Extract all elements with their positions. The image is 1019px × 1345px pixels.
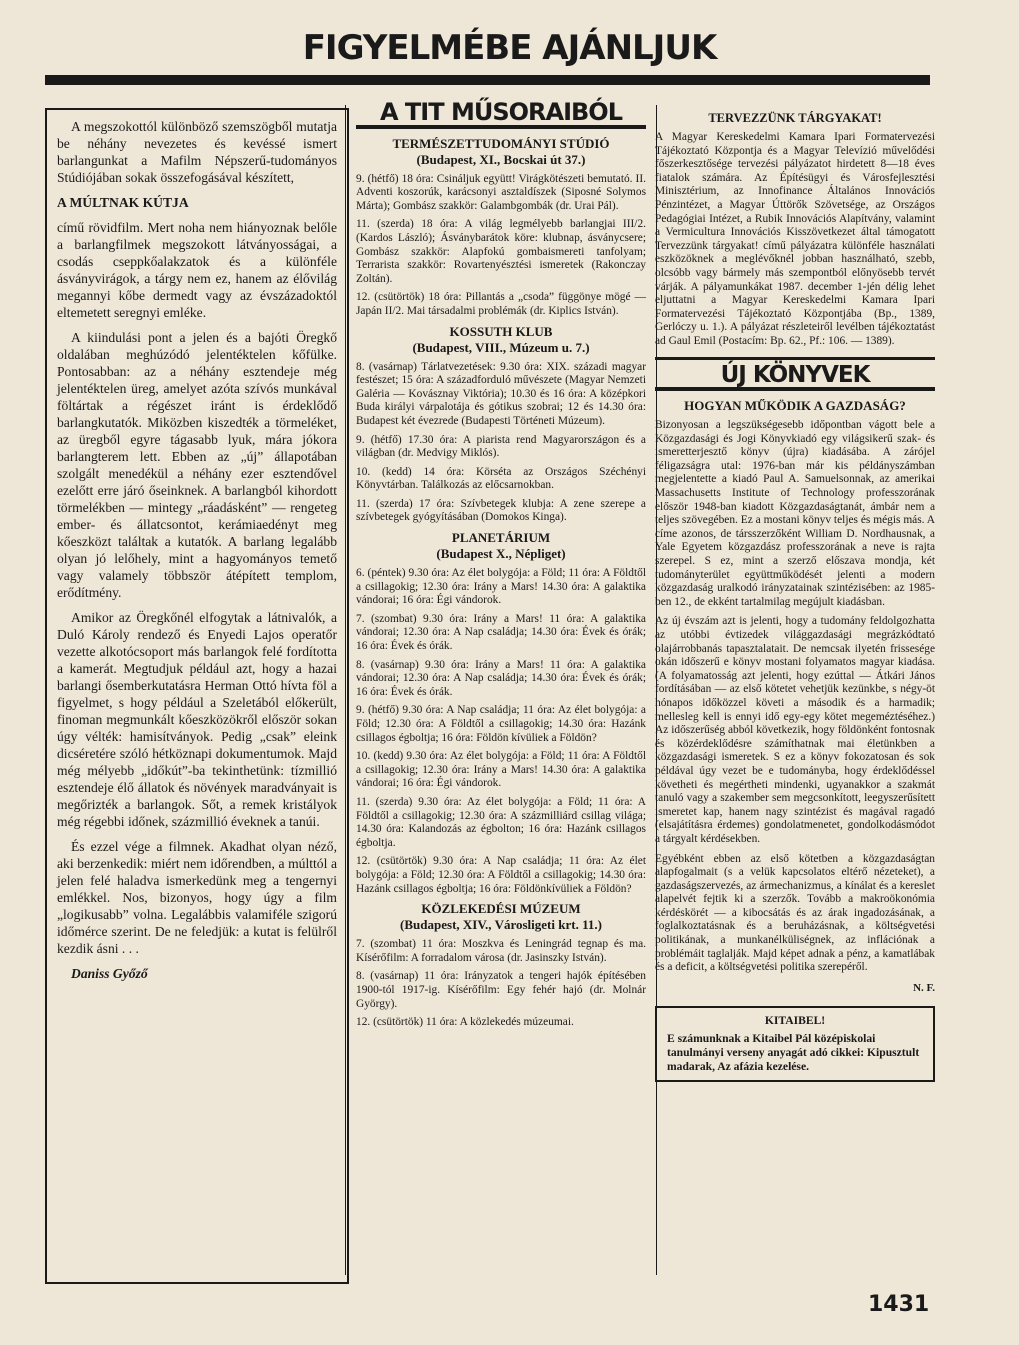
masthead-rule [45,75,930,85]
program-item: 9. (hétfő) 17.30 óra: A piarista rend Magyarországon és a világban (dr. Medvigy Miklós). [356,433,646,460]
venue-address: (Budapest, XIV., Városligeti krt. 11.) [400,917,602,933]
new-books-header: ÚJ KÖNYVEK [655,368,935,392]
venue-title: KÖZLEKEDÉSI MÚZEUM [421,901,581,917]
program-item: 8. (vasárnap) 9.30 óra: Irány a Mars! 11 óra: A galaktika vándorai; 12.30 óra: A Nap családja; 14.30 óra: Évek és órák; 16 óra: Évek és órák. [356,658,646,698]
program-item: 9. (hétfő) 18 óra: Csináljuk együtt! Virágkötészeti bemutató. II. Adventi koszorúk, karácsonyi asztaldíszek (Siposné Solymos Márta); Gombász szakkör: Galambgombák (dr. Urai Pál). [356,172,646,212]
venue-title: PLANETÁRIUM [451,530,551,546]
review-paragraph: Amikor az Öregkőnél elfogytak a látnivalók, a Duló Károly rendező és Enyedi Lajos operatőr vezette alkotócsoport más barlangok felé fordította a kamerát. Megtudjuk például azt, hogy a hazai barlangi ősemberkutatásra Herman Ottó hívta föl a figyelmet, s hogy például a Szeletából előkerült, finoman megmunkált kőeszközökről először sokan úgy vélték: hamisítványok. Pedig „csak” eleink dicséretére szóló hétköznapi dokumentumok. Majd még mélyebb „időkút”-ba tekinthetünk: tízmillió esztendeje élő állatok és növények maradványait is megőrizték a barlangok. Sőt, a remek kristályok még régebbi időnek, százmillió éveknek a tanúi. [57,610,337,829]
divider [655,357,935,360]
page-number: 1431 [868,1292,930,1317]
tit-programs-column [345,98,657,1275]
book-signature: N. F. [913,981,935,994]
venue-title: KOSSUTH KLUB [449,323,553,339]
program-item: 12. (csütörtök) 18 óra: Pillantás a „csoda” függönye mögé — Japán II/2. Mai társadalmi problémák (dr. Kiplics István). [356,291,646,317]
book-paragraph: Az új évszám azt is jelenti, hogy a tudomány feldolgozhatta az utóbbi évtizedek világgazdasági megrázkódtató olajárrobbanás tapasztalatait. De nemcsak ilyetén frissesége okán időszerű e könyv mostani folyamatos magyar kiadása. (A folyamatosság azt jelenti, hogy ezúttal — Átkári János fordításában — az első kötetet vehetjük kezünkbe, s négy-öt hónapos időközzel követi a második és a harmadik; mellesleg kell is ennyi idő egy-egy kötet megeméztéséhez.) Az időszerűség abból következik, hogy földönként fontosnak és közérdeklődésre számíthatnak mai életünkben a közgazdasági ismeretek. S ez a könyv fokozatosan és sok példával úgy vezet be e tudományba, hogy érdeklődéssel követheti és megértheti mindenki, ugyanakkor a szakmát tanuló vagy a szakember sem megcsonkított, leegyszerűsített ismeretet kap, hanem nagy szintézist és magával ragadó (elsajátításra érdemes) gondolatmenetet, gondolkodásmódot a tárgyalt kérdésekben. [655,615,935,845]
kitaibel-body: E számunknak a Kitaibel Pál középiskolai tanulmányi verseny anyagát adó cikkei: Kipusztult madarak, Az afázia kezelése. [667,1032,920,1074]
review-paragraph: című rövidfilm. Mert noha nem hiányoznak belőle a barlangfilmek megszokott látványosságai, a csodás cseppkőalakzatok és a különféle ásványvirágok, a tárgy nem ez, hanem az élővilág megannyi kőbe dermedt vagy az évszázadoktól eltemetett seregnyi emléke. [57,220,337,320]
program-item: 12. (csütörtök) 11 óra: A közlekedés múzeumai. [356,1016,574,1029]
book-paragraph: Egyébként ebben az első kötetben a közgazdaságtan alapfogalmait (s a velük kapcsolatos eltérő nézeteket), a gazdaságszervezés, az ármechanizmus, a kínálat és a kereslet alapelvét fejtik ki a szerzők. Tovább a makroökonómia kérdéskörét — a kibocsátás és az árak ingadozásának, a foglalkoztatásnak és a beruházásnak, a költségvetési politikának, a munkanélküliségnek, az inflációnak a problémáit taglalják. Majd képet adnak a pénz, a kamatlábak és a deficit, a költségvetési politika szerepéről. [655,852,935,974]
contest-title: TERVEZZÜNK TÁRGYAKAT! [708,111,882,125]
venue-address: (Budapest, XI., Bocskai út 37.) [416,151,586,167]
section-header: A TIT MŰSORAIBÓL [356,105,646,129]
review-article [57,118,337,990]
program-item: 7. (szombat) 9.30 óra: Irány a Mars! 11 óra: A galaktika vándorai; 12.30 óra: A Nap családja; 14.30 óra: Évek és órák; 16 óra: Évek és órák. [356,612,646,653]
venue-address: (Budapest X., Népliget) [436,546,566,562]
right-column [655,105,935,1082]
program-item: 11. (szerda) 18 óra: A világ legmélyebb barlangjai III/2. (Kardos László); Ásványbarátok köre: klubnap, ásványcsere; Gombász szakkör: Alapfokú gombaismereti tanfolyam; Terrarista szakkör: Rovartenyésztési ismeretek (Rakonczay Zoltán). [356,218,646,285]
program-item: 11. (szerda) 9.30 óra: Az élet bolygója: a Föld; 11 óra: A Földtől a csillagokig; 12.30 óra: A százmilliárd csillag világa; 14.30 óra: Kalandozás az égbolton; 16 óra: Hazánk csillagos égboltja. [356,795,646,849]
author-signature: Daniss Győző [71,966,148,981]
review-paragraph: A megszokottól különböző szemszögből mutatja be néhány nevezetes és kevéssé ismert barlangunkat a Mafilm Népszerű-tudományos Stúdiójában sokak összefogásával készített, [57,119,337,185]
review-box [45,108,349,1284]
venue-address: (Budapest, VIII., Múzeum u. 7.) [412,339,590,355]
book-title: HOGYAN MŰKÖDIK A GAZDASÁG? [684,398,906,414]
program-item: 8. (vasárnap) Tárlatvezetések: 9.30 óra: XIX. századi magyar festészet; 15 óra: A századforduló művészete (Magyar Nemzeti Galéria — Kovásznay Viktória); 10.30 és 16 óra: A középkori Buda királyi várpalotája és gótikus szobrai; 12 és 14.30 óra: Budapest két évezrede (Budapesti Történeti Múzeum). [356,360,646,427]
program-item: 6. (péntek) 9.30 óra: Az élet bolygója: a Föld; 11 óra: A Földtől a csillagokig; 12.30 óra: Irány a Mars! 14.30 óra: A galaktika vándorai; 16 óra: Égi vándorok. [356,567,646,607]
film-title: A MÚLTNAK KÚTJA [57,195,189,210]
program-item: 10. (kedd) 14 óra: Körséta az Országos Széchényi Könyvtárban. Találkozás az előcsarnokban. [356,465,646,492]
book-paragraph: Bizonyosan a legszükségesebb időpontban vágott bele a Közgazdasági és Jogi Könyvkiadó egy világsikerű szak- és ismeretterjesztő könyv (újra) kiadásába. A zárójel féligazságra utal: 1976-ban már kis példányszámban megjelentette a kiadó Paul A. Samuelsonnak, az amerikai Massachusetts Institute of Technology professzorának először 1948-ban kiadott Közgazdaságtanát, ámbár nem a teljes szövegében. Ez a mostani könyv teljes és mégis más. A címe azonos, de társszerzőként William D. Nordhausnak, a Yale Egyetem közgazdász professzorának a neve is rajta szerepel. S ez, mint a szerző előszava mondja, két tudományterület együttműködését jelenti a modern közgazdaság uralkodó irányzatainak szintézisében: az 1985-ben 12., de ekként tartalmilag megújult kiadásban. [655,419,935,608]
program-item: 10. (kedd) 9.30 óra: Az élet bolygója: a Föld; 11 óra: A Földtől a csillagokig; 12.30 óra: Irány a Mars! 14.30 óra: A galaktika vándorai; 16 óra: Égi vándorok. [356,750,646,790]
review-paragraph: A kiindulási pont a jelen és a bajóti Öregkő oldalában meghúzódó jelentéktelen kőfülke. Pontosabban: az a néhány esztendeje még jelentéktelen üreg, amelyet azóta szívós munkával föltártak a régészet iránt is érdeklődő barlangkutatók. Miközben kiszedték a törmeléket, az üregből egyre tágasabb lyuk, mára jókora barlangterem lett. Ebben az „új” állapotában szolgált menedékül a néhány ezer esztendővel ezelőtt erre járó őseinknek. A barlangból kihordott törmelékben — mintegy „ráadásként” — rengeteg ember- és állatcsontot, kerámiaedényt meg kőeszközt találtak a kutatók. A barlang legalább olyan jó lelőhely, mint a hagyományos temető vagy valamely többször átépített templom, erődítmény. [57,330,337,600]
program-item: 8. (vasárnap) 11 óra: Irányzatok a tengeri hajók építésében 1900-tól 1917-ig. Kísérőfilm: Egy fehér hajó (dr. Molnár György). [356,970,646,1010]
kitaibel-title: KITAIBEL! [764,1014,826,1028]
program-item: 11. (szerda) 17 óra: Szívbetegek klubja: A zene szerepe a szívbetegek gyógyításában (Domokos Kinga). [356,497,646,524]
masthead-title: FIGYELMÉBE AJÁNLJUK [302,28,717,68]
contest-body: A Magyar Kereskedelmi Kamara Ipari Formatervezési Tájékoztató Központja és a Magyar Televízió művelődési főszerkesztősége tervezési pályázatot hirdetett 8—18 éves fiatalok számára. Az Építésügyi és Városfejlesztési Minisztérium, az Innofinance Általános Innovációs Pénzintézet, a Magyar Úttörők Szövetsége, az Országos Pedagógiai Intézet, a Rubik Innovációs Alapítvány, valamint a Vermicultura Innovációs Kisszövetkezet által támogatott Tervezzünk tárgyakat! című pályázatra különféle használati eszközöknek a meglévőknél jobban használható, szebb, olcsóbb vagy bármely más szempontból előnyösebb tervét várják. A pályamunkákat 1987. december 1-jén délig lehet eljuttatni a Magyar Kereskedelmi Kamara Ipari Formatervezési Tájékoztató Központjába (Bp., 1389, Gerlóczy u. 1.). A pályázat részleteiről levélben tájékoztatást ad Gaul Emil (Postacím: Bp. 62., Pf.: 106. — 1389). [655,131,935,347]
program-item: 12. (csütörtök) 9.30 óra: A Nap családja; 11 óra: Az élet bolygója: a Föld; 12.30 óra: A Földtől a csillagokig; 14.30 óra: Hazánk csillagos égboltja; 16 óra: Földönkívüliek a Földön? [356,855,646,895]
program-item: 7. (szombat) 11 óra: Moszkva és Leningrád tegnap és ma. Kísérőfilm: A forradalom városa (dr. Jasinszky István). [356,938,646,964]
review-paragraph: És ezzel vége a filmnek. Akadhat olyan néző, aki berzenkedik: miért nem időrendben, a múlttól a jelen felé haladva ismerkedünk meg a tengernyi emlékkel. Nos, bizonyos, hogy úgy a film „logikusabb” volna. Legalábbis valamiféle szigorú időmérce szerint. De ne feledjük: a kutat is felülről kezdik ásni . . . [57,839,337,956]
kitaibel-box [655,1006,935,1082]
program-item: 9. (hétfő) 9.30 óra: A Nap családja; 11 óra: Az élet bolygója: a Föld; 12.30 óra: A Földtől a csillagokig; 14.30 óra: Hazánk csillagos égboltja; 16 óra: Földön kívüliek a Földön? [356,704,646,744]
venue-title: TERMÉSZETTUDOMÁNYI STÚDIÓ [392,135,610,151]
